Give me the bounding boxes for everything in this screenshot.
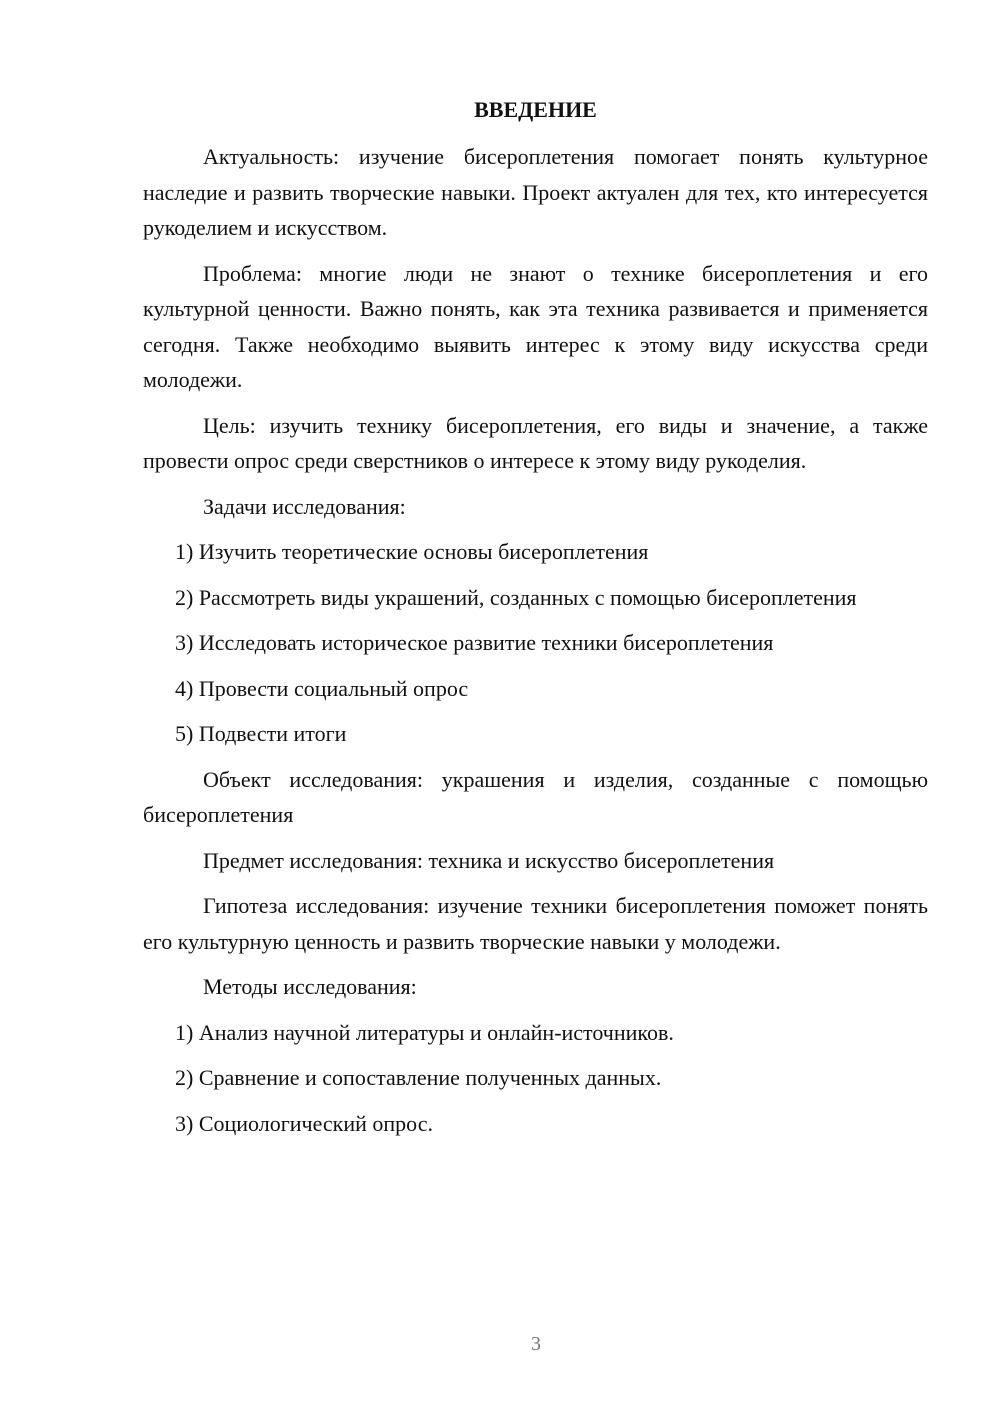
task-item-3: 3) Исследовать историческое развитие техники бисероплетения — [175, 630, 774, 655]
paragraph-relevance: Актуальность: изучение бисероплетения помогает понять культурное наследие и развить творческие навыки. Проект актуален для тех, кто интересуется рукоделием и искусством. — [143, 144, 928, 240]
paragraph-hypothesis: Гипотеза исследования: изучение техники бисероплетения поможет понять его культурную ценность и развить творческие навыки у молодежи. — [143, 893, 928, 954]
task-item-4: 4) Провести социальный опрос — [175, 675, 469, 701]
paragraph-subject: Предмет исследования: техника и искусство бисероплетения — [203, 847, 775, 873]
paragraph-object: Объект исследования: украшения и изделия, созданные с помощью бисероплетения — [143, 766, 928, 827]
section-title: ВВЕДЕНИЕ — [474, 97, 597, 122]
methods-heading: Методы исследования: — [203, 974, 417, 999]
page-number: 3 — [531, 1333, 541, 1355]
method-item-2: 2) Сравнение и сопоставление полученных данных. — [175, 1065, 662, 1090]
tasks-heading: Задачи исследования: — [203, 493, 406, 519]
document-page — [143, 92, 928, 1151]
method-item-1: 1) Анализ научной литературы и онлайн-источников. — [175, 1019, 674, 1045]
paragraph-goal: Цель: изучить технику бисероплетения, его виды и значение, а также провести опрос среди сверстников о интересе к этому виду рукоделия. — [143, 412, 928, 473]
task-item-5: 5) Подвести итоги — [175, 721, 347, 746]
task-item-2: 2) Рассмотреть виды украшений, созданных с помощью бисероплетения — [175, 584, 857, 610]
paragraph-problem: Проблема: многие люди не знают о технике бисероплетения и его культурной ценности. Важно понять, как эта техника развивается и применяется сегодня. Также необходимо выявить интерес к этому виду искусства среди молодежи. — [143, 260, 928, 392]
method-item-3: 3) Социологический опрос. — [175, 1110, 433, 1136]
task-item-1: 1) Изучить теоретические основы бисероплетения — [175, 539, 649, 564]
